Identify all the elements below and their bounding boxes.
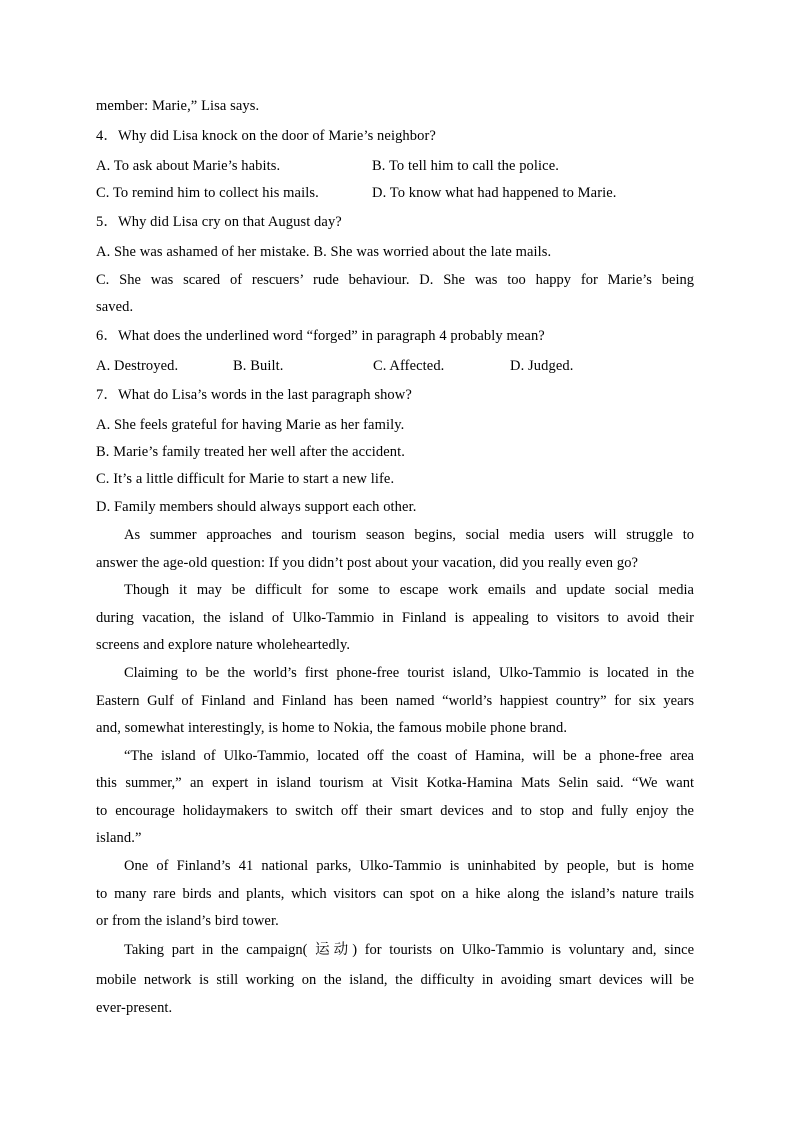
paragraph-2-line-2: during vacation, the island of Ulko-Tammio in Finland is appealing to visitors to avoid their (96, 610, 694, 626)
paragraph-4-line-2: this summer,” an expert in island tourism at Visit Kotka-Hamina Mats Selin said. “We want (96, 775, 694, 791)
paragraph-2-line-3: screens and explore nature wholeheartedly. (96, 637, 351, 653)
paragraph-4-line-3: to encourage holidaymakers to switch off their smart devices and to stop and fully enjoy the (96, 803, 694, 819)
paragraph-5-line-2: to many rare birds and plants, which visitors can spot on a hike along the island’s nature trails (96, 886, 694, 902)
paragraph-1-line-2: answer the age-old question: If you didn’t post about your vacation, did you really even go? (96, 555, 639, 571)
option-4d: D. To know what had happened to Marie. (372, 185, 617, 201)
option-6b: B. Built. (233, 358, 284, 374)
paragraph-6-line-2: mobile network is still working on the island, the difficulty in avoiding smart devices will be (96, 972, 694, 988)
question-5: 5．Why did Lisa cry on that August day? (96, 214, 342, 230)
document-page (96, 0, 696, 1123)
paragraph-5-line-1: One of Finland’s 41 national parks, Ulko-Tammio is uninhabited by people, but is home (124, 858, 694, 874)
option-6d: D. Judged. (510, 358, 574, 374)
paragraph-4-line-4: island.” (96, 830, 142, 846)
option-7c: C. It’s a little difficult for Marie to start a new life. (96, 471, 395, 487)
paragraph-6-line-1: Taking part in the campaign( 运动) for tourists on Ulko-Tammio is voluntary and, since (124, 942, 694, 958)
paragraph-5-line-3: or from the island’s bird tower. (96, 913, 279, 929)
option-4c: C. To remind him to collect his mails. (96, 185, 319, 201)
paragraph-3-line-1: Claiming to be the world’s first phone-free tourist island, Ulko-Tammio is located in the (124, 665, 694, 681)
paragraph-4-line-1: “The island of Ulko-Tammio, located off the coast of Hamina, will be a phone-free area (124, 748, 694, 764)
question-6: 6．What does the underlined word “forged” in paragraph 4 probably mean? (96, 328, 545, 344)
options-5cd-cont: saved. (96, 299, 134, 315)
text-line: member: Marie,” Lisa says. (96, 98, 260, 114)
question-4: 4．Why did Lisa knock on the door of Marie’s neighbor? (96, 128, 436, 144)
paragraph-2-line-1: Though it may be difficult for some to escape work emails and update social media (124, 582, 694, 598)
option-7b: B. Marie’s family treated her well after the accident. (96, 444, 405, 460)
options-5ab: A. She was ashamed of her mistake. B. She was worried about the late mails. (96, 244, 552, 260)
option-6a: A. Destroyed. (96, 358, 179, 374)
paragraph-3-line-2: Eastern Gulf of Finland and Finland has been named “world’s happiest country” for six years (96, 693, 694, 709)
paragraph-6-line-3: ever-present. (96, 1000, 173, 1016)
paragraph-3-line-3: and, somewhat interestingly, is home to Nokia, the famous mobile phone brand. (96, 720, 568, 736)
question-7: 7．What do Lisa’s words in the last paragraph show? (96, 387, 412, 403)
option-7a: A. She feels grateful for having Marie as her family. (96, 417, 405, 433)
option-4b: B. To tell him to call the police. (372, 158, 559, 174)
options-5cd: C. She was scared of rescuers’ rude behaviour. D. She was too happy for Marie’s being (96, 272, 694, 288)
option-6c: C. Affected. (373, 358, 445, 374)
option-4a: A. To ask about Marie’s habits. (96, 158, 281, 174)
paragraph-1-line-1: As summer approaches and tourism season begins, social media users will struggle to (124, 527, 694, 543)
option-7d: D. Family members should always support each other. (96, 499, 417, 515)
